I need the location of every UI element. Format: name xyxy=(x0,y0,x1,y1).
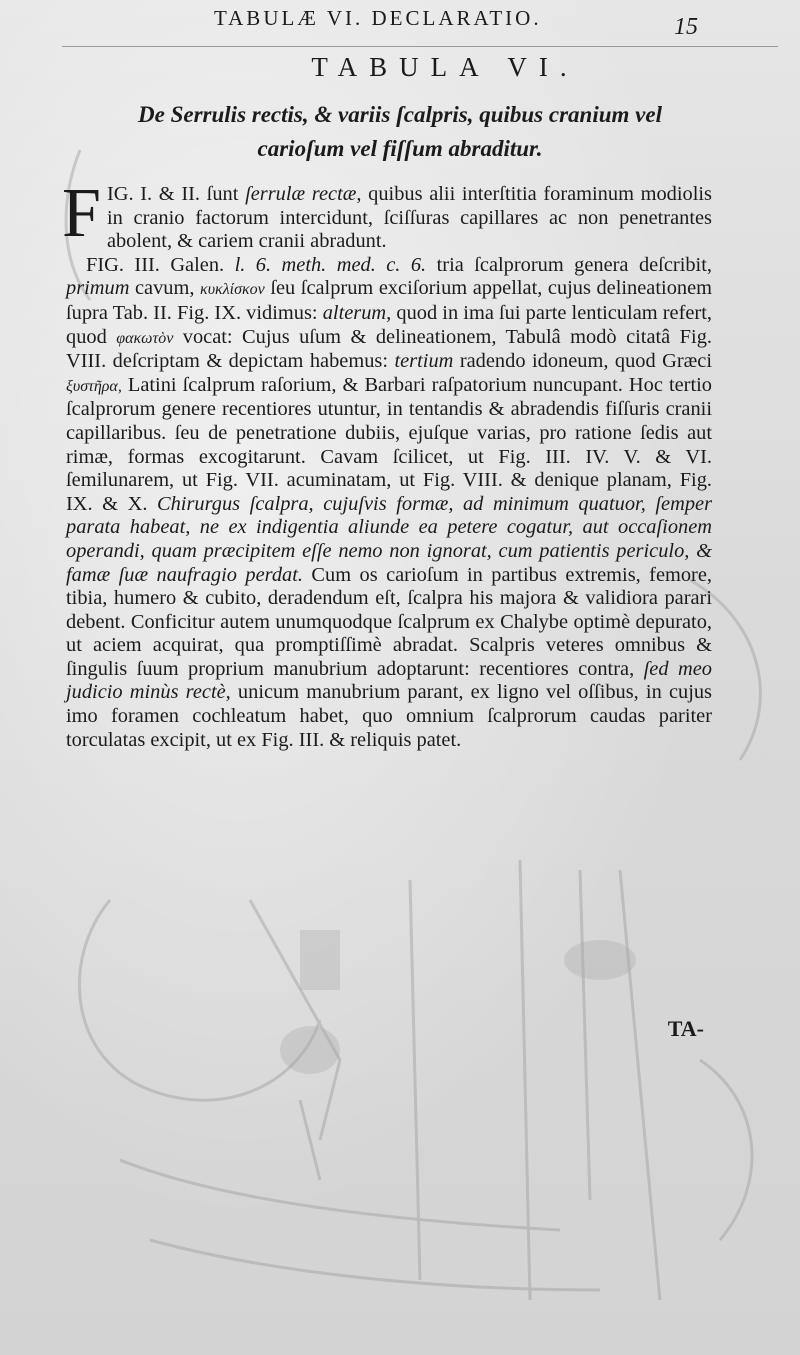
catchword: TA- xyxy=(667,1016,704,1041)
paragraph-fig-3 xyxy=(66,254,712,752)
paragraph-fig-1-2 xyxy=(62,175,712,254)
text-run: vocat: Cujus uſum & delineationem, Tabulâ modò citatâ Fig. VIII. deſcriptam & depictam habemus: xyxy=(66,325,712,373)
italic-run: tertium xyxy=(394,350,454,373)
text-run: ſeu ſcalprum exciſorium appellat, cujus delineationem ſupra Tab. II. Fig. IX. vidimus: xyxy=(66,277,712,324)
italic-run: ſerrulæ rectæ xyxy=(245,183,357,205)
italic-run: Chirurgus ſcalpra, cujuſvis formæ, ad minimum quatuor, ſemper parata habeat, ne ex indigentia aliunde ea petere cogatur, aut occaſionem operandi, quam præcipitem eſſe nemo non ignorat, cum patientis periculo, & famæ ſuæ naufragio perdat. xyxy=(66,492,713,586)
text-run: Latini ſcalprum raſorium, & Barbari raſpatorium nuncupant. Hoc tertio ſcalprorum genere recentiores utuntur, in tentandis & abradendis fiſſuris cranii capillaribus. ſeu de penetratione dubiis, ejuſque varias, pro ratione ſedis aut rimæ, formas excogitarunt. Cavam ſcilicet, ut Fig. III. IV. V. & VI. ſemilunarem, ut Fig. VII. acuminatam, ut Fig. VIII. & denique planam, Fig. IX. & X. xyxy=(66,373,712,515)
plate-title: TABULA VI. xyxy=(311,52,579,82)
text-run: tria ſcalprorum genera deſcribit, xyxy=(426,253,712,276)
header-rule xyxy=(62,46,778,47)
italic-run: alterum, xyxy=(322,301,392,324)
italic-run: ſed meo judicio minùs rectè, xyxy=(66,657,712,704)
drop-cap: F xyxy=(62,175,101,252)
text-run: IG. I. & II. ſunt xyxy=(106,183,246,205)
greek-term: κυκλίσκον xyxy=(200,281,265,299)
text-run: , quibus alii interſtitia foraminum modiolis in cranio factorum intercidunt, ſciſſuras capillares ac non penetrantes abolent, & cariem cranii abradunt. xyxy=(106,183,712,253)
plate-subtitle: De Serrulis rectis, & variis ſcalpris, quibus cranium vel carioſum vel fiſſum abraditur. xyxy=(138,102,662,161)
text-run: quod in ima ſui parte lenticulam refert, quod xyxy=(66,301,712,348)
italic-run: l. 6. meth. med. c. 6. xyxy=(234,253,427,276)
italic-run: primum xyxy=(66,277,130,300)
text-run: unicum manubrium parant, ex ligno vel oſſibus, in cujus imo foramen cochleatum habet, quo omnium ſcalprorum caudas pariter torculatas excipit, ut ex Fig. III. & reliquis patet. xyxy=(66,681,712,751)
running-head-title: TABULÆ VI. DECLARATIO. xyxy=(214,6,542,30)
greek-term: φακωτὸν xyxy=(116,329,174,347)
running-head xyxy=(0,4,800,40)
text-run: cavum, xyxy=(129,277,201,300)
text-run: Cum os carioſum in partibus extremis, femore, tibia, humero & cubito, deradendum eſt, ſcalpra his majora & validiora parari debent. Conficitur autem unumquodque ſcalprum ex Chalybe optimè depurato, ut aciem acquirat, qua promptiſſimè abradat. Scalpris veteres omnibus & ſingulis ſuum proprium manubrium adoptarunt: recentiores contra, xyxy=(66,563,712,680)
text-run: FIG. III. Galen. xyxy=(86,253,235,276)
page-number: 15 xyxy=(674,14,698,40)
text-run: radendo idoneum, quod Græci xyxy=(453,350,712,373)
body-text xyxy=(62,175,713,752)
greek-term: ξυστῆρα, xyxy=(66,377,122,395)
